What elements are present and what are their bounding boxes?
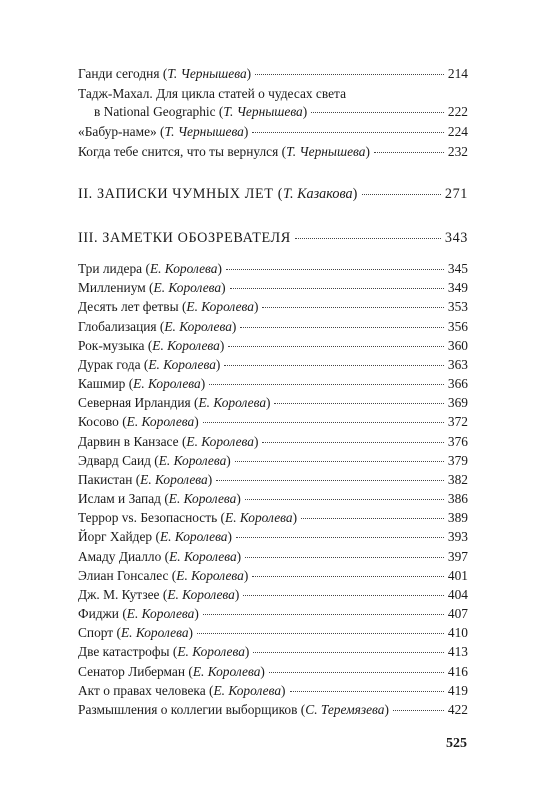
toc-entry-title: «Бабур-наме» (Т. Чернышева) xyxy=(78,124,249,139)
toc-page-number: 345 xyxy=(447,261,468,276)
toc-entry-author: Е. Королева xyxy=(159,529,228,544)
toc-page-number: 422 xyxy=(447,702,468,717)
toc-entry-author: Е. Королева xyxy=(164,319,232,334)
toc-page-number: 353 xyxy=(447,299,468,314)
toc-entry xyxy=(78,414,468,430)
dot-leader xyxy=(255,74,444,75)
toc-entry xyxy=(78,702,468,718)
toc-entry xyxy=(78,644,468,660)
toc-entry xyxy=(78,606,468,622)
toc-entry xyxy=(78,472,468,488)
toc-entry xyxy=(78,299,468,315)
toc-entry-title: Глобализация (Е. Королева) xyxy=(78,319,237,334)
toc-entry-author: Е. Королева xyxy=(168,491,237,506)
toc-entry-title: Террор vs. Безопасность (Е. Королева) xyxy=(78,510,298,525)
toc-entry-author: Е. Королева xyxy=(213,683,282,698)
toc-entry-line: Тадж-Махал. Для цикла статей о чудесах света xyxy=(78,86,347,101)
toc-entry-title: Акт о правах человека (Е. Королева) xyxy=(78,683,286,698)
toc-entry-title: Кашмир (Е. Королева) xyxy=(78,376,206,391)
toc-entry-title: Размышления о коллегии выборщиков (С. Теремязева) xyxy=(78,702,389,717)
toc-page-number: 232 xyxy=(447,144,468,159)
toc-entry-title: Ислам и Запад (Е. Королева) xyxy=(78,491,241,506)
toc-entry-title: Северная Ирландия (Е. Королева) xyxy=(78,395,271,410)
toc-entry xyxy=(78,568,468,584)
dot-leader xyxy=(252,132,444,133)
dot-leader xyxy=(362,194,441,195)
toc-entry xyxy=(78,453,468,469)
dot-leader xyxy=(295,238,441,239)
toc-entry-title: Три лидера (Е. Королева) xyxy=(78,261,222,276)
toc-section-title: II. ЗАПИСКИ ЧУМНЫХ ЛЕТ (Т. Казакова) xyxy=(78,186,358,202)
toc-page-number: 389 xyxy=(447,510,468,525)
dot-leader xyxy=(311,112,444,113)
toc-page-number: 379 xyxy=(447,453,468,468)
dot-leader xyxy=(245,557,444,558)
toc-page-number: 222 xyxy=(447,104,468,119)
toc-entry-author: Е. Королева xyxy=(148,357,216,372)
toc-entry-author: Е. Королева xyxy=(158,453,227,468)
toc-entry-title: Спорт (Е. Королева) xyxy=(78,625,193,640)
toc-entry-title: Элиан Гонсалес (Е. Королева) xyxy=(78,568,249,583)
page-number: 525 xyxy=(446,736,467,751)
toc-entry-title: Амаду Диалло (Е. Королева) xyxy=(78,549,242,564)
toc-entry-author: С. Теремязева xyxy=(305,702,385,717)
dot-leader xyxy=(262,307,443,308)
toc-page-number: 372 xyxy=(447,414,468,429)
toc-entry xyxy=(78,261,468,277)
toc-page-number: 407 xyxy=(447,606,468,621)
toc-entry-title: в National Geographic (Т. Чернышева) xyxy=(94,104,308,119)
dot-leader xyxy=(301,518,444,519)
toc-entry-author: Т. Чернышева xyxy=(167,66,247,81)
toc-entry-author: Е. Королева xyxy=(198,395,267,410)
toc-entry-author: Т. Чернышева xyxy=(164,124,244,139)
toc-page-number: 386 xyxy=(447,491,468,506)
toc-entry-author: Е. Королева xyxy=(126,414,195,429)
toc-entry-title: Фиджи (Е. Королева) xyxy=(78,606,199,621)
toc-page-number: 214 xyxy=(447,66,468,81)
toc-entry-author: Е. Королева xyxy=(133,376,201,391)
toc-entry-title: Когда тебе снится, что ты вернулся (Т. Чернышева) xyxy=(78,144,370,159)
dot-leader xyxy=(236,537,444,538)
toc-entry-author: Е. Королева xyxy=(149,261,218,276)
toc-entry-title: Косово (Е. Королева) xyxy=(78,414,199,429)
dot-leader xyxy=(245,499,444,500)
toc-entry xyxy=(78,280,468,296)
toc-entry-title: Ганди сегодня (Т. Чернышева) xyxy=(78,66,252,81)
toc-entry-title: Сенатор Либерман (Е. Королева) xyxy=(78,664,265,679)
toc-entry-author: Е. Королева xyxy=(167,587,235,602)
toc-entry-title: Десять лет фетвы (Е. Королева) xyxy=(78,299,259,314)
toc-entry-author: Е. Королева xyxy=(140,472,208,487)
toc-page-number: 419 xyxy=(447,683,468,698)
toc-entry-title: Йорг Хайдер (Е. Королева) xyxy=(78,529,232,544)
toc-entry-title: Эдвард Саид (Е. Королева) xyxy=(78,453,231,468)
toc-entry-title: Дарвин в Канзасе (Е. Королева) xyxy=(78,434,259,449)
toc-page-number: 343 xyxy=(444,230,468,246)
toc-page-number: 416 xyxy=(447,664,468,679)
toc-entry-author: Е. Королева xyxy=(152,338,220,353)
toc-section-3 xyxy=(78,229,468,247)
toc-entry-title: Две катастрофы (Е. Королева) xyxy=(78,644,250,659)
toc-entry-title: Дурак года (Е. Королева) xyxy=(78,357,221,372)
toc-entry-author: Т. Чернышева xyxy=(286,144,366,159)
toc-entry-author: Е. Королева xyxy=(186,434,254,449)
dot-leader xyxy=(252,576,444,577)
dot-leader xyxy=(374,152,444,153)
toc-page-number: 393 xyxy=(447,529,468,544)
toc-entry-author: Е. Королева xyxy=(192,664,261,679)
toc-entry xyxy=(78,664,468,680)
toc-page-number: 360 xyxy=(447,338,468,353)
toc-page-number: 397 xyxy=(447,549,468,564)
toc-entry xyxy=(78,395,468,411)
toc-page-number: 363 xyxy=(447,357,468,372)
toc-entry-author: Е. Королева xyxy=(169,549,237,564)
dot-leader xyxy=(209,384,444,385)
toc-page-number: 349 xyxy=(447,280,468,295)
toc-entry-title: Рок-музыка (Е. Королева) xyxy=(78,338,225,353)
dot-leader xyxy=(197,633,444,634)
dot-leader xyxy=(274,403,443,404)
toc-entry xyxy=(78,529,468,545)
toc-entry xyxy=(78,357,468,373)
toc-entry xyxy=(78,338,468,354)
toc-entry xyxy=(78,549,468,565)
toc-page-number: 356 xyxy=(447,319,468,334)
dot-leader xyxy=(269,672,444,673)
dot-leader xyxy=(243,595,444,596)
toc-entry xyxy=(78,510,468,526)
dot-leader xyxy=(216,480,444,481)
dot-leader xyxy=(253,652,444,653)
dot-leader xyxy=(230,288,444,289)
dot-leader xyxy=(226,269,444,270)
dot-leader xyxy=(393,710,444,711)
dot-leader xyxy=(235,461,444,462)
toc-entry-title: Пакистан (Е. Королева) xyxy=(78,472,213,487)
toc-page-number: 366 xyxy=(447,376,468,391)
toc-entry-author: Е. Королева xyxy=(120,625,189,640)
toc-entry-author: Е. Королева xyxy=(225,510,293,525)
toc-entry-author: Е. Королева xyxy=(176,568,244,583)
toc-page-number: 224 xyxy=(447,124,468,139)
toc-entry xyxy=(78,434,468,450)
toc-page-number: 410 xyxy=(447,625,468,640)
toc-entry xyxy=(94,104,468,120)
toc-entry-author: Е. Королева xyxy=(177,644,245,659)
toc-section-2 xyxy=(78,185,468,203)
toc-page-number: 401 xyxy=(447,568,468,583)
toc-section-title: III. ЗАМЕТКИ ОБОЗРЕВАТЕЛЯ xyxy=(78,230,291,246)
toc-entry xyxy=(78,625,468,641)
toc-entry xyxy=(78,319,468,335)
toc-page-number: 404 xyxy=(447,587,468,602)
toc-entry xyxy=(78,124,468,140)
toc-page-number: 376 xyxy=(447,434,468,449)
dot-leader xyxy=(240,327,444,328)
toc-entry xyxy=(78,587,468,603)
toc-entry xyxy=(78,66,468,82)
toc-entry-author: Т. Чернышева xyxy=(223,104,303,119)
toc-entry xyxy=(78,376,468,392)
dot-leader xyxy=(224,365,444,366)
dot-leader xyxy=(290,691,444,692)
dot-leader xyxy=(203,422,444,423)
dot-leader xyxy=(262,442,443,443)
toc-page-number: 413 xyxy=(447,644,468,659)
toc-entry xyxy=(78,144,468,160)
toc-page-number: 369 xyxy=(447,395,468,410)
toc-entry-author: Е. Королева xyxy=(153,280,222,295)
toc-entry-title: Дж. М. Кутзее (Е. Королева) xyxy=(78,587,240,602)
toc-page-number: 382 xyxy=(447,472,468,487)
dot-leader xyxy=(203,614,444,615)
toc-entry-title: Миллениум (Е. Королева) xyxy=(78,280,226,295)
toc-entry xyxy=(78,683,468,699)
toc-entry xyxy=(78,491,468,507)
toc-page-number: 271 xyxy=(444,186,468,202)
toc-entry-author: Е. Королева xyxy=(186,299,254,314)
toc-entry-author: Е. Королева xyxy=(126,606,195,621)
dot-leader xyxy=(228,346,444,347)
